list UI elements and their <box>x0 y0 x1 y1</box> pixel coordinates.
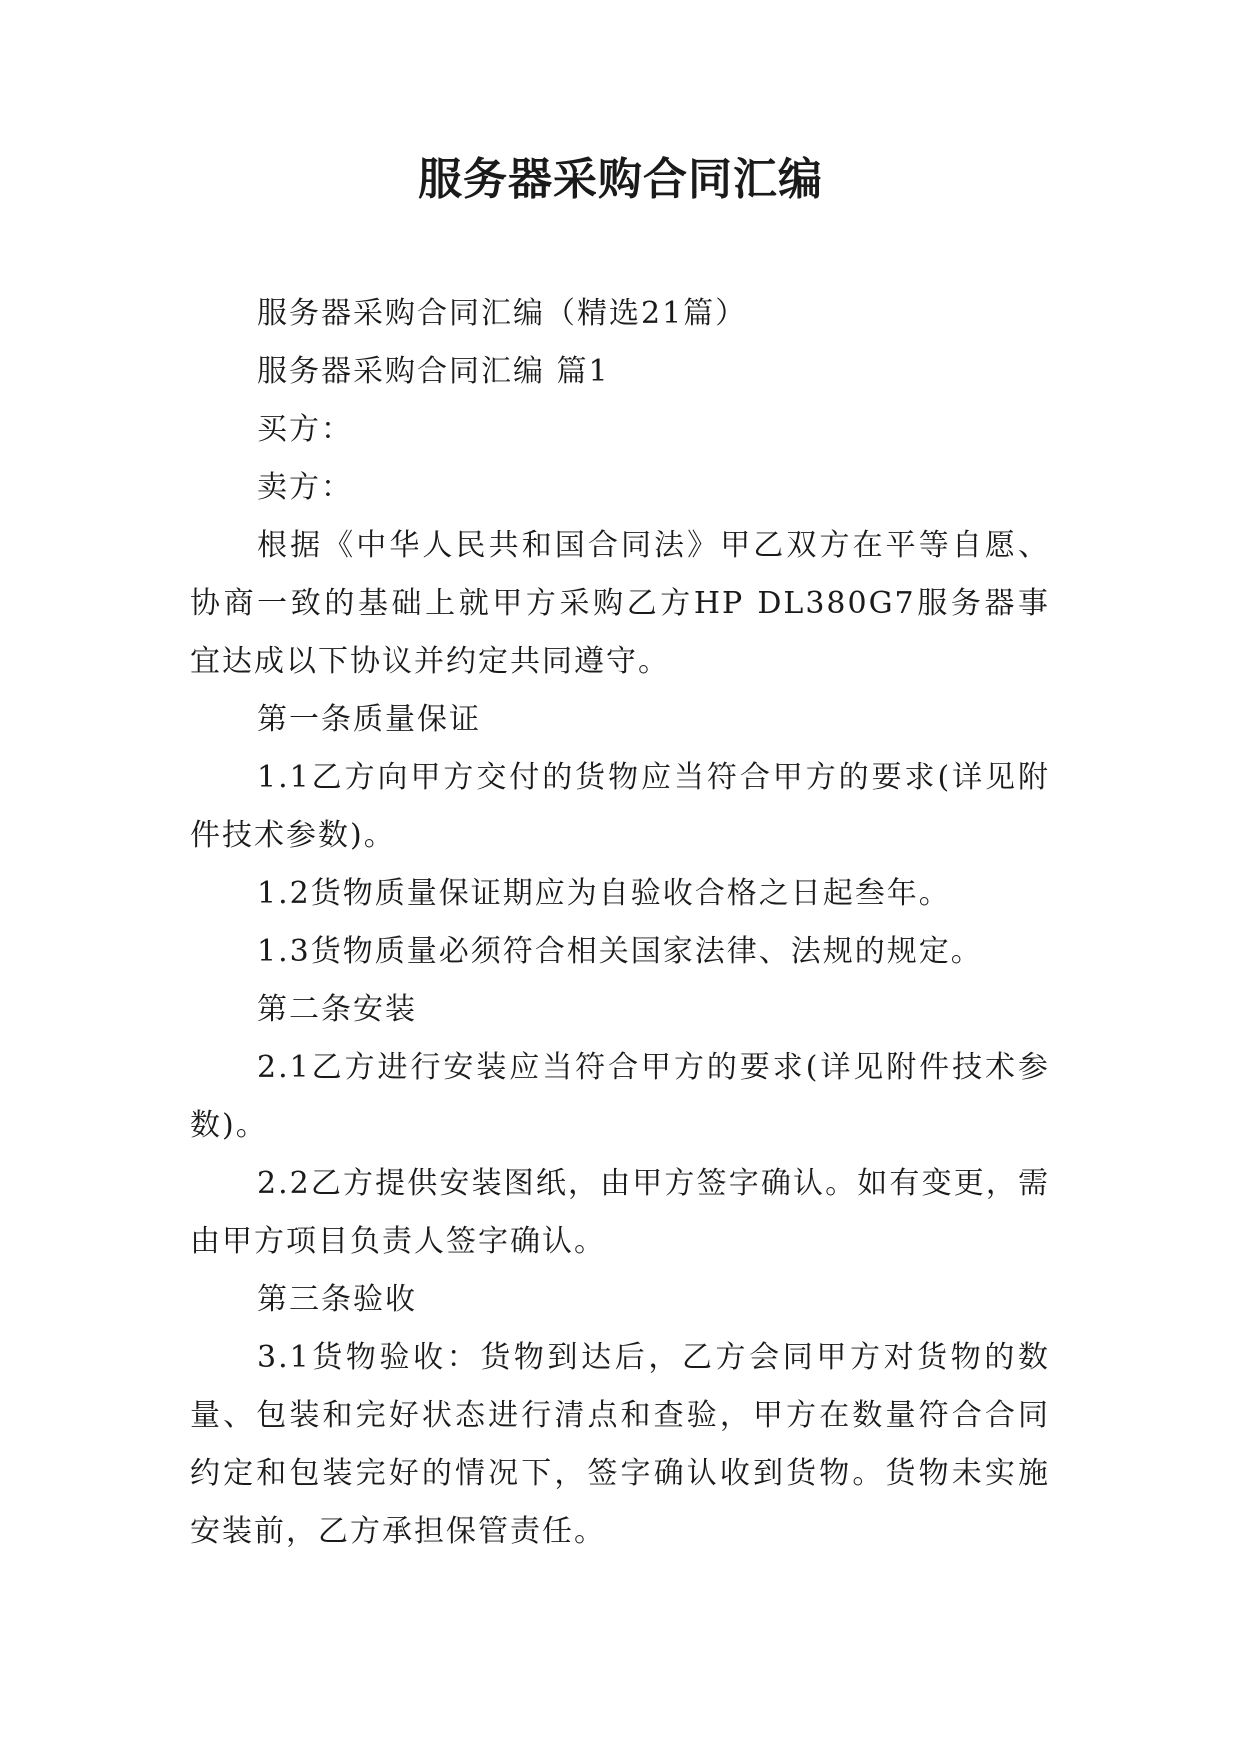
paragraph-subtitle: 服务器采购合同汇编（精选21篇） <box>257 296 748 331</box>
paragraph-clause-2-2: 2.2乙方提供安装图纸，由甲方签字确认。如有变更，需由甲方项目负责人签字确认。 <box>190 1166 1050 1259</box>
paragraph-buyer: 买方： <box>257 412 353 447</box>
paragraph-section-heading: 服务器采购合同汇编 篇1 <box>257 354 610 389</box>
document-body <box>190 285 1050 1561</box>
paragraph-preamble: 根据《中华人民共和国合同法》甲乙双方在平等自愿、协商一致的基础上就甲方采购乙方HP DL380G7服务器事宜达成以下协议并约定共同遵守。 <box>190 528 1050 679</box>
paragraph-article-2-heading: 第二条安装 <box>257 992 417 1027</box>
document-title: 服务器采购合同汇编 <box>418 154 823 205</box>
paragraph-clause-1-2: 1.2货物质量保证期应为自验收合格之日起叁年。 <box>257 876 951 911</box>
paragraph-clause-1-3: 1.3货物质量必须符合相关国家法律、法规的规定。 <box>257 934 983 969</box>
paragraph-seller: 卖方： <box>257 470 353 505</box>
paragraph-article-1-heading: 第一条质量保证 <box>257 702 481 737</box>
paragraph-clause-3-1: 3.1货物验收：货物到达后，乙方会同甲方对货物的数量、包装和完好状态进行清点和查验，甲方在数量符合合同约定和包装完好的情况下，签字确认收到货物。货物未实施安装前，乙方承担保管责任。 <box>190 1340 1050 1549</box>
paragraph-clause-2-1: 2.1乙方进行安装应当符合甲方的要求(详见附件技术参数)。 <box>190 1050 1050 1143</box>
paragraph-article-3-heading: 第三条验收 <box>257 1282 417 1317</box>
paragraph-clause-1-1: 1.1乙方向甲方交付的货物应当符合甲方的要求(详见附件技术参数)。 <box>190 760 1050 853</box>
